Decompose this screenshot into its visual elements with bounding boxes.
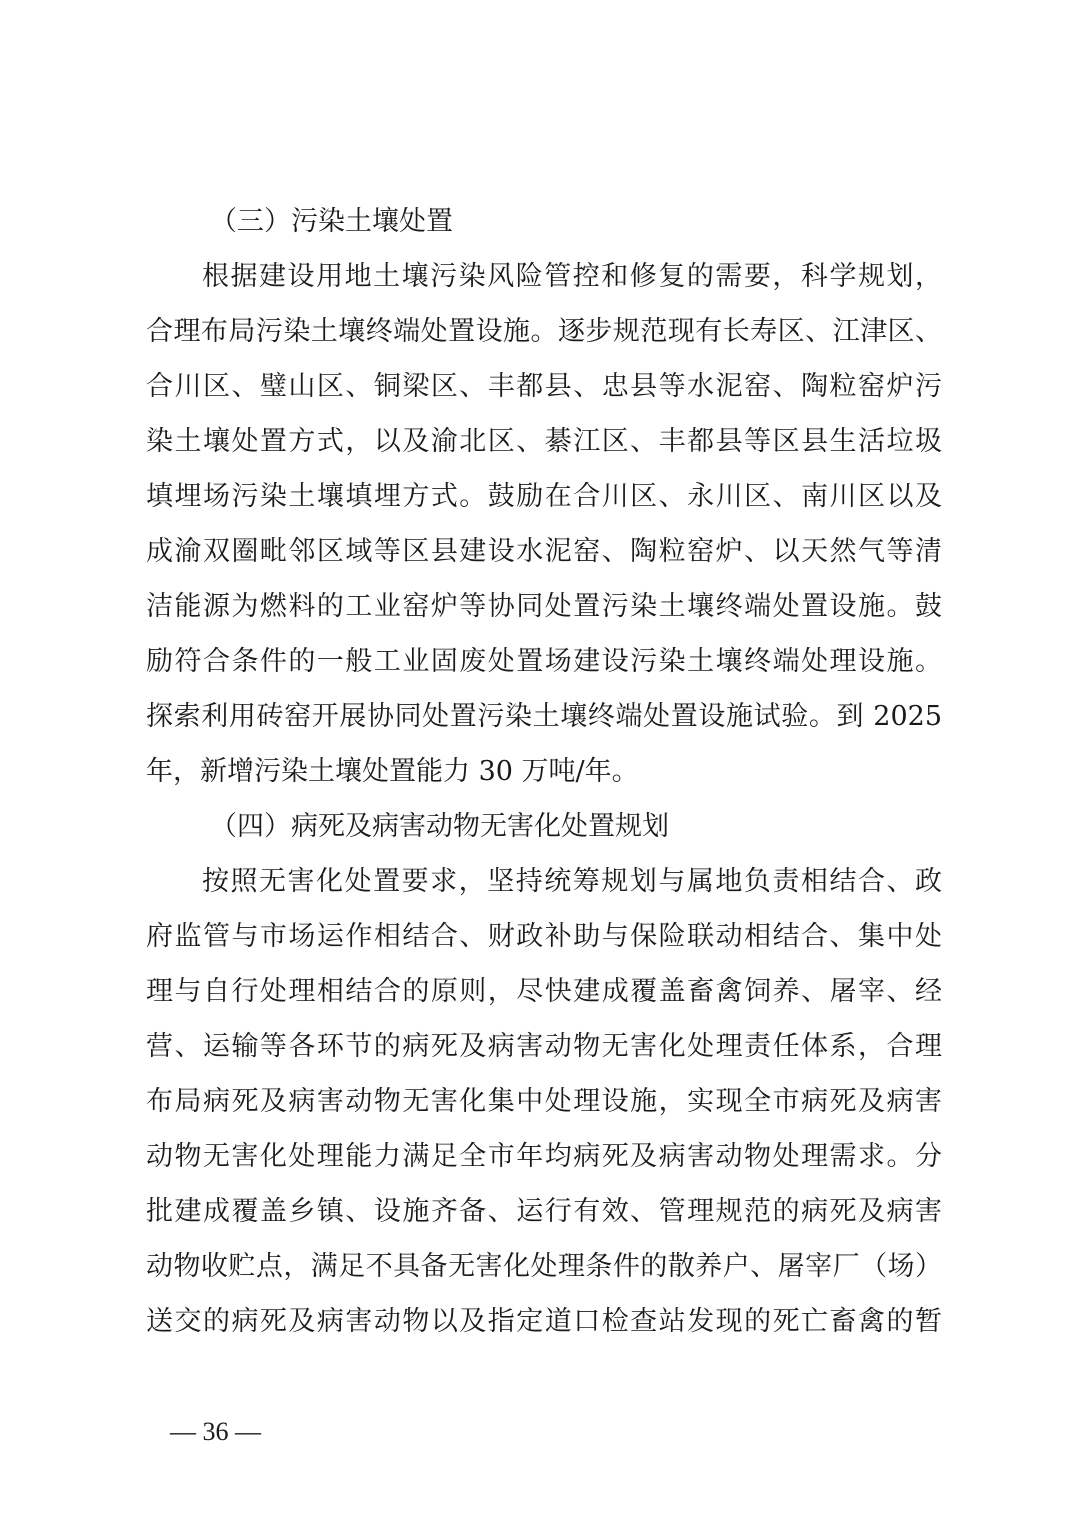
paragraph-line: 送交的病死及病害动物以及指定道口检查站发现的死亡畜禽的暂 xyxy=(146,1306,942,1337)
paragraph-line: 布局病死及病害动物无害化集中处理设施，实现全市病死及病害 xyxy=(146,1086,942,1117)
paragraph-line: 洁能源为燃料的工业窑炉等协同处置污染土壤终端处置设施。鼓 xyxy=(146,591,942,622)
paragraph-line: 理与自行处理相结合的原则，尽快建成覆盖畜禽饲养、屠宰、经 xyxy=(146,976,942,1007)
paragraph-line: 营、运输等各环节的病死及病害动物无害化处理责任体系，合理 xyxy=(146,1031,942,1062)
page-number: — 36 — xyxy=(170,1417,261,1446)
paragraph-line: 府监管与市场运作相结合、财政补助与保险联动相结合、集中处 xyxy=(146,921,942,952)
paragraph-line: 合川区、璧山区、铜梁区、丰都县、忠县等水泥窑、陶粒窑炉污 xyxy=(146,371,942,402)
paragraph-line-last: 年，新增污染土壤处置能力 30 万吨/年。 xyxy=(146,756,639,787)
paragraph-line: 动物无害化处理能力满足全市年均病死及病害动物处理需求。分 xyxy=(146,1141,942,1172)
document-body xyxy=(146,194,942,1349)
paragraph-line: 批建成覆盖乡镇、设施齐备、运行有效、管理规范的病死及病害 xyxy=(146,1196,942,1227)
paragraph-line: 探索利用砖窑开展协同处置污染土壤终端处置设施试验。到 2025 xyxy=(146,701,942,732)
section-heading-3: （三）污染土壤处置 xyxy=(210,206,453,237)
paragraph-line: 励符合条件的一般工业固废处置场建设污染土壤终端处理设施。 xyxy=(146,646,942,677)
paragraph-line: 合理布局污染土壤终端处置设施。逐步规范现有长寿区、江津区、 xyxy=(146,316,942,347)
paragraph-line: 按照无害化处置要求，坚持统筹规划与属地负责相结合、政 xyxy=(202,866,942,897)
paragraph-line: 成渝双圈毗邻区域等区县建设水泥窑、陶粒窑炉、以天然气等清 xyxy=(146,536,942,567)
paragraph-line: 动物收贮点，满足不具备无害化处理条件的散养户、屠宰厂（场） xyxy=(146,1251,942,1282)
section-heading-4: （四）病死及病害动物无害化处置规划 xyxy=(210,811,669,842)
paragraph-line: 染土壤处置方式，以及渝北区、綦江区、丰都县等区县生活垃圾 xyxy=(146,426,942,457)
paragraph-line: 根据建设用地土壤污染风险管控和修复的需要，科学规划， xyxy=(202,261,942,292)
paragraph-line: 填埋场污染土壤填埋方式。鼓励在合川区、永川区、南川区以及 xyxy=(146,481,942,512)
